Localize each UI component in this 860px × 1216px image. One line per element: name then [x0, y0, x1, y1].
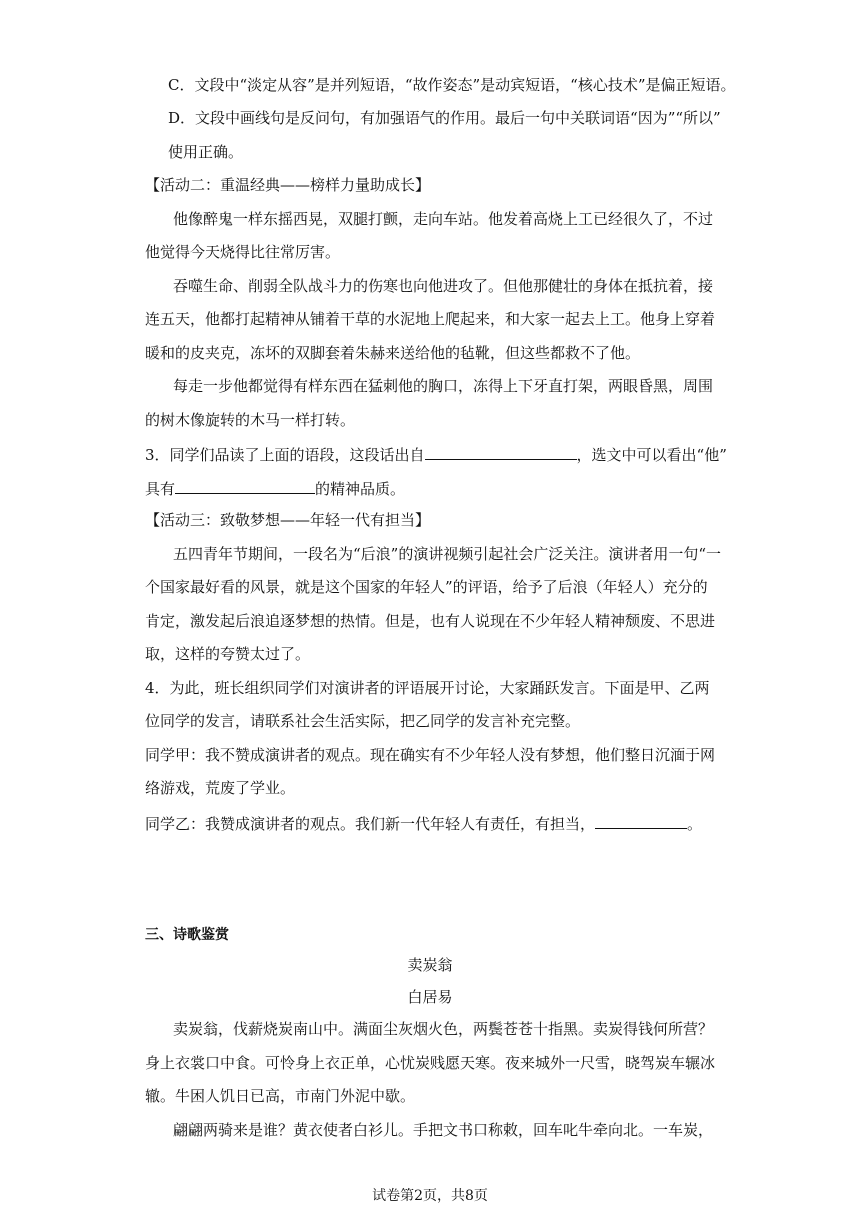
student-jia-line1: 同学甲：我不赞成演讲者的观点。现在确实有不少年轻人没有梦想，他们整日沉湎于网 [145, 746, 716, 764]
activity3-p1-line3: 肯定，激发起后浪追逐梦想的热情。但是，也有人说现在不少年轻人精神颓废、不思进 [145, 612, 716, 630]
question3-text-d: 的精神品质。 [315, 480, 406, 498]
answer-blank-yi[interactable] [595, 812, 687, 829]
activity2-p2-line2: 连五天，他都打起精神从铺着干草的水泥地上爬起来，和大家一起去上工。他身上穿着 [145, 310, 716, 328]
poem-p1-line3: 辙。牛困人饥日已高，市南门外泥中歇。 [145, 1087, 416, 1105]
activity2-p3-line1: 每走一步他都觉得有样东西在猛刺他的胸口，冻得上下牙直打架，两眼昏黑，周围 [173, 377, 714, 395]
student-jia-line2: 络游戏，荒废了学业。 [145, 779, 296, 797]
question3-text-b: ，选文中可以看出“他” [576, 446, 727, 464]
activity3-p1-line2: 个国家最好看的风景，就是这个国家的年轻人”的评语，给予了后浪（年轻人）充分的 [145, 578, 708, 596]
option-d-line1: D．文段中画线句是反问句，有加强语气的作用。最后一句中关联词语“因为”“所以” [168, 109, 721, 127]
student-yi-period: 。 [687, 815, 703, 833]
poem-title: 卖炭翁 [407, 956, 453, 974]
question3-line1 [145, 443, 727, 465]
student-yi-text: 同学乙：我赞成演讲者的观点。我们新一代年轻人有责任，有担当， [145, 815, 596, 833]
page-footer: 试卷第2页，共8页 [372, 1188, 488, 1204]
poem-p1-line1: 卖炭翁，伐薪烧炭南山中。满面尘灰烟火色，两鬓苍苍十指黑。卖炭得钱何所营？ [173, 1020, 714, 1038]
poem-p2-line1: 翩翩两骑来是谁？黄衣使者白衫儿。手把文书口称敕，回车叱牛牵向北。一车炭， [173, 1121, 714, 1139]
option-d-line2: 使用正确。 [168, 143, 244, 161]
activity2-heading: 【活动二：重温经典——榜样力量助成长】 [145, 176, 431, 194]
answer-blank-quality[interactable] [175, 477, 315, 494]
answer-blank-source[interactable] [425, 443, 577, 460]
student-yi-line [145, 812, 702, 834]
activity2-p1-line2: 他觉得今天烧得比往常厉害。 [145, 243, 341, 261]
question3-text-c: 具有 [145, 480, 176, 498]
question3-text-a: 3．同学们品读了上面的语段，这段话出自 [145, 446, 425, 464]
poem-p1-line2: 身上衣裳口中食。可怜身上衣正单，心忧炭贱愿天寒。夜来城外一尺雪，晓驾炭车辗冰 [145, 1054, 716, 1072]
activity3-p1-line1: 五四青年节期间，一段名为“后浪”的演讲视频引起社会广泛关注。演讲者用一句“一 [173, 545, 722, 563]
activity2-p3-line2: 的树木像旋转的木马一样打转。 [145, 411, 356, 429]
activity3-heading: 【活动三：致敬梦想——年轻一代有担当】 [145, 511, 431, 529]
activity2-p2-line3: 暖和的皮夹克，冻坏的双脚套着朱赫来送给他的毡靴，但这些都救不了他。 [145, 344, 641, 362]
question4-line2: 位同学的发言，请联系社会生活实际，把乙同学的发言补充完整。 [145, 712, 581, 730]
activity3-p1-line4: 取，这样的夸赞太过了。 [145, 645, 311, 663]
option-c: C．文段中“淡定从容”是并列短语，“故作姿态”是动宾短语，“核心技术”是偏正短语。 [168, 76, 736, 94]
poem-author: 白居易 [407, 988, 453, 1006]
question3-line2 [145, 477, 405, 499]
activity2-p1-line1: 他像醉鬼一样东摇西晃，双腿打颤，走向车站。他发着高烧上工已经很久了，不过 [173, 210, 714, 228]
activity2-p2-line1: 吞噬生命、削弱全队战斗力的伤寒也向他进攻了。但他那健壮的身体在抵抗着，接 [173, 277, 714, 295]
section-heading: 三、诗歌鉴赏 [145, 927, 229, 943]
question4-line1: 4．为此，班长组织同学们对演讲者的评语展开讨论，大家踊跃发言。下面是甲、乙两 [145, 679, 710, 697]
